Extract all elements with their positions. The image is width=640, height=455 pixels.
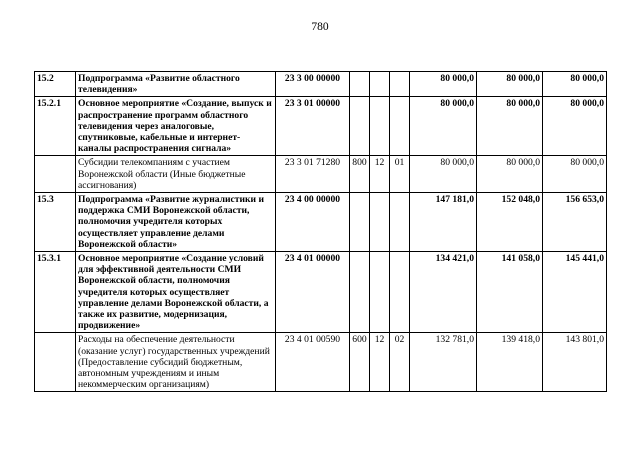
section-cell: 12: [370, 333, 390, 392]
target-code-cell: 23 4 00 00000: [276, 193, 350, 252]
amount-year3-cell: 156 653,0: [543, 193, 607, 252]
expense-type-cell: 600: [350, 333, 370, 392]
amount-year1-cell: 80 000,0: [410, 97, 477, 156]
target-code-cell: 23 3 00 00000: [276, 72, 350, 97]
amount-year1-cell: 134 421,0: [410, 252, 477, 333]
row-name-cell: Основное мероприятие «Создание условий для эффективной деятельности СМИ Воронежской области, полномочия учредителя которых осуществляет управление делами Воронежской области, а также их развитие, модернизация, продвижение»: [76, 252, 276, 333]
amount-year3-cell: 145 441,0: [543, 252, 607, 333]
row-name-cell: Подпрограмма «Развитие журналистики и поддержка СМИ Воронежской области, полномочия учредителя которых осуществляет управление делами Воронежской области»: [76, 193, 276, 252]
section-cell: [370, 72, 390, 97]
amount-year2-cell: 80 000,0: [477, 156, 543, 193]
table-body: [35, 72, 607, 392]
amount-year2-cell: 141 058,0: [477, 252, 543, 333]
section-cell: 12: [370, 156, 390, 193]
subsection-cell: [390, 72, 410, 97]
budget-table: [34, 71, 607, 392]
table-row: [35, 333, 607, 392]
amount-year3-cell: 143 801,0: [543, 333, 607, 392]
row-name-cell: Основное мероприятие «Создание, выпуск и распространение программ областного телевидения через аналоговые, спутниковые, кабельные и интернет-каналы распространения сигнала»: [76, 97, 276, 156]
table-row: [35, 72, 607, 97]
target-code-cell: 23 3 01 00000: [276, 97, 350, 156]
amount-year1-cell: 147 181,0: [410, 193, 477, 252]
amount-year1-cell: 132 781,0: [410, 333, 477, 392]
table-row: [35, 252, 607, 333]
row-number-cell: [35, 156, 76, 193]
row-name-cell: Расходы на обеспечение деятельности (оказание услуг) государственных учреждений (Предоставление субсидий бюджетным, автономным учреждениям и иным некоммерческим организациям): [76, 333, 276, 392]
section-cell: [370, 97, 390, 156]
amount-year2-cell: 80 000,0: [477, 72, 543, 97]
row-name-cell: Подпрограмма «Развитие областного телевидения»: [76, 72, 276, 97]
section-cell: [370, 193, 390, 252]
amount-year2-cell: 139 418,0: [477, 333, 543, 392]
table-row: [35, 193, 607, 252]
expense-type-cell: 800: [350, 156, 370, 193]
amount-year1-cell: 80 000,0: [410, 156, 477, 193]
expense-type-cell: [350, 193, 370, 252]
subsection-cell: [390, 193, 410, 252]
target-code-cell: 23 4 01 00590: [276, 333, 350, 392]
subsection-cell: [390, 97, 410, 156]
subsection-cell: 01: [390, 156, 410, 193]
amount-year2-cell: 152 048,0: [477, 193, 543, 252]
amount-year3-cell: 80 000,0: [543, 97, 607, 156]
row-number-cell: 15.2: [35, 72, 76, 97]
section-cell: [370, 252, 390, 333]
expense-type-cell: [350, 252, 370, 333]
amount-year2-cell: 80 000,0: [477, 97, 543, 156]
row-name-cell: Субсидии телекомпаниям с участием Воронежской области (Иные бюджетные ассигнования): [76, 156, 276, 193]
page-number: 780: [311, 21, 329, 33]
amount-year3-cell: 80 000,0: [543, 156, 607, 193]
amount-year1-cell: 80 000,0: [410, 72, 477, 97]
row-number-cell: 15.2.1: [35, 97, 76, 156]
target-code-cell: 23 3 01 71280: [276, 156, 350, 193]
table-row: [35, 97, 607, 156]
row-number-cell: 15.3.1: [35, 252, 76, 333]
row-number-cell: [35, 333, 76, 392]
table-row: [35, 156, 607, 193]
target-code-cell: 23 4 01 00000: [276, 252, 350, 333]
subsection-cell: [390, 252, 410, 333]
expense-type-cell: [350, 72, 370, 97]
subsection-cell: 02: [390, 333, 410, 392]
expense-type-cell: [350, 97, 370, 156]
row-number-cell: 15.3: [35, 193, 76, 252]
amount-year3-cell: 80 000,0: [543, 72, 607, 97]
